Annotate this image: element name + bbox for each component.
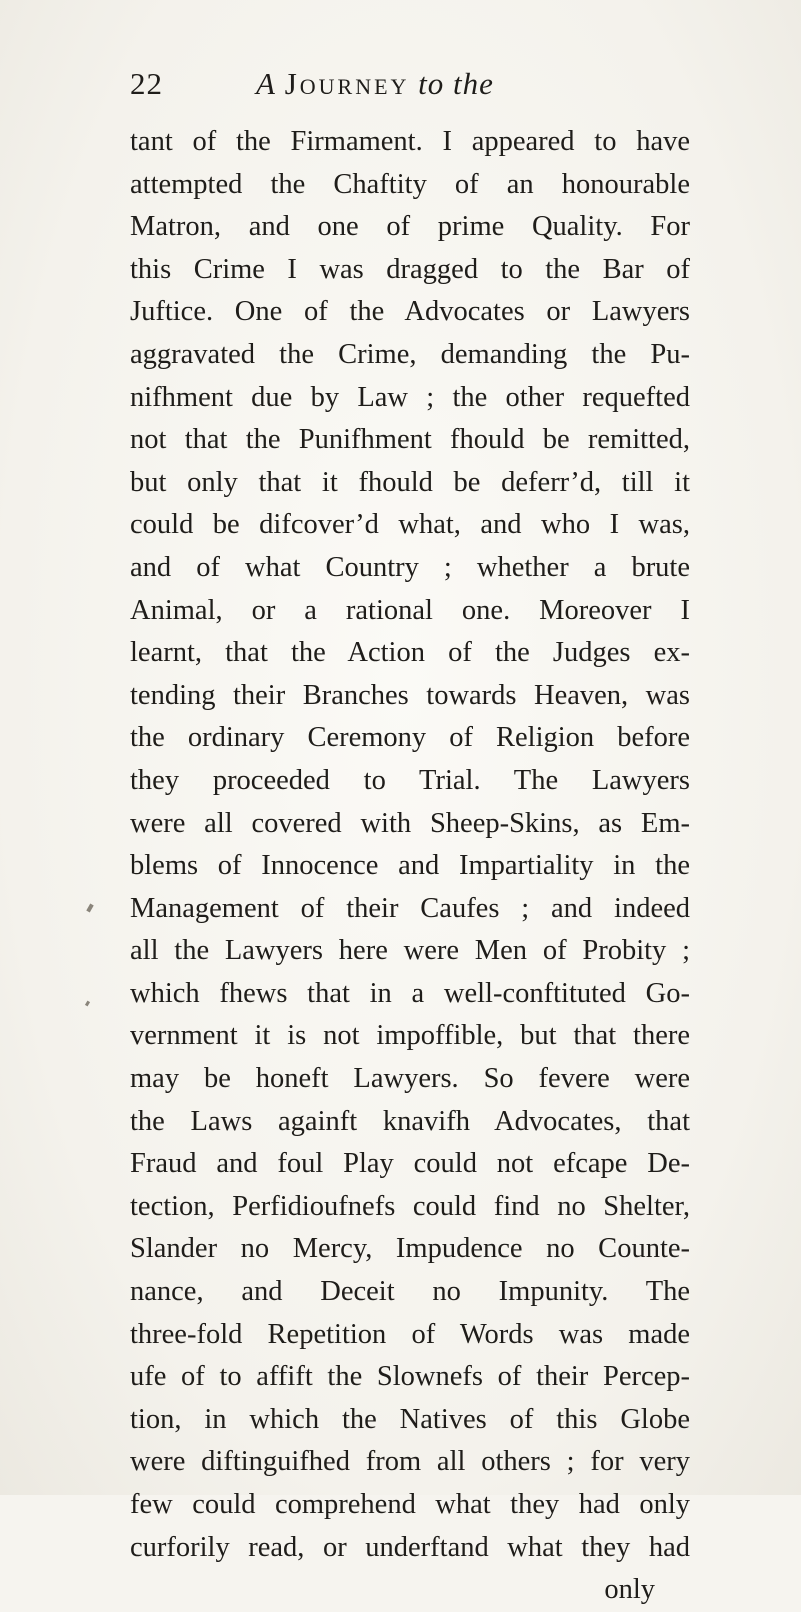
running-title-a: A	[256, 66, 276, 101]
text-line: tection, Perfidioufnefs could find no Shelter,	[130, 1190, 690, 1222]
running-title-tail: to the	[418, 66, 494, 101]
text-line: few could comprehend what they had only	[130, 1489, 690, 1520]
text-line: were diftinguifhed from all others ; for very	[130, 1446, 690, 1478]
text-line: Animal, or a rational one. Moreover I	[130, 594, 690, 626]
ink-speck	[86, 904, 93, 913]
text-line: were all covered with Sheep-Skins, as Em-	[130, 807, 690, 839]
text-line: could be difcover’d what, and who I was,	[130, 509, 690, 541]
text-line: they proceeded to Trial. The Lawyers	[130, 764, 690, 796]
body-text	[130, 121, 690, 1612]
text-line: nifhment due by Law ; the other requefted	[130, 381, 690, 413]
text-line: tant of the Firmament. I appeared to have	[130, 126, 690, 157]
text-line: nance, and Deceit no Impunity. The	[130, 1276, 690, 1308]
page-number: 22	[130, 66, 163, 101]
text-line: Slander no Mercy, Impudence no Counte-	[130, 1233, 690, 1265]
text-line: all the Lawyers here were Men of Probity ;	[130, 935, 690, 967]
text-line: vernment it is not impoffible, but that there	[130, 1020, 690, 1052]
text-line: tending their Branches towards Heaven, was	[130, 679, 690, 711]
text-line: Management of their Caufes ; and indeed	[130, 892, 690, 924]
text-line: tion, in which the Natives of this Globe	[130, 1403, 690, 1435]
ink-speck	[85, 1001, 90, 1007]
text-line: blems of Innocence and Impartiality in the	[130, 850, 690, 882]
text-line: curforily read, or underftand what they had	[130, 1531, 690, 1563]
catchword: only	[604, 1574, 655, 1606]
running-title	[256, 66, 494, 102]
text-line: not that the Punifhment fhould be remitted,	[130, 424, 690, 456]
running-header	[130, 66, 690, 106]
text-line: attempted the Chaftity of an honourable	[130, 168, 690, 200]
text-line: ufe of to affift the Slownefs of their Percep-	[130, 1361, 690, 1393]
text-line: may be honeft Lawyers. So fevere were	[130, 1063, 690, 1095]
text-line: but only that it fhould be deferr’d, till it	[130, 466, 690, 498]
text-line: Matron, and one of prime Quality. For	[130, 211, 690, 243]
text-line: the Laws againft knavifh Advocates, that	[130, 1105, 690, 1137]
text-line: Fraud and foul Play could not efcape De-	[130, 1148, 690, 1180]
running-title-journey: Journey	[284, 66, 410, 101]
text-line: learnt, that the Action of the Judges ex-	[130, 637, 690, 669]
text-line: the ordinary Ceremony of Religion before	[130, 722, 690, 754]
text-line: three-fold Repetition of Words was made	[130, 1318, 690, 1350]
text-line: aggravated the Crime, demanding the Pu-	[130, 338, 690, 370]
text-line: Juftice. One of the Advocates or Lawyers	[130, 296, 690, 328]
text-line: this Crime I was dragged to the Bar of	[130, 253, 690, 285]
text-line: and of what Country ; whether a brute	[130, 551, 690, 583]
text-line: which fhews that in a well-conftituted Go-	[130, 977, 690, 1009]
